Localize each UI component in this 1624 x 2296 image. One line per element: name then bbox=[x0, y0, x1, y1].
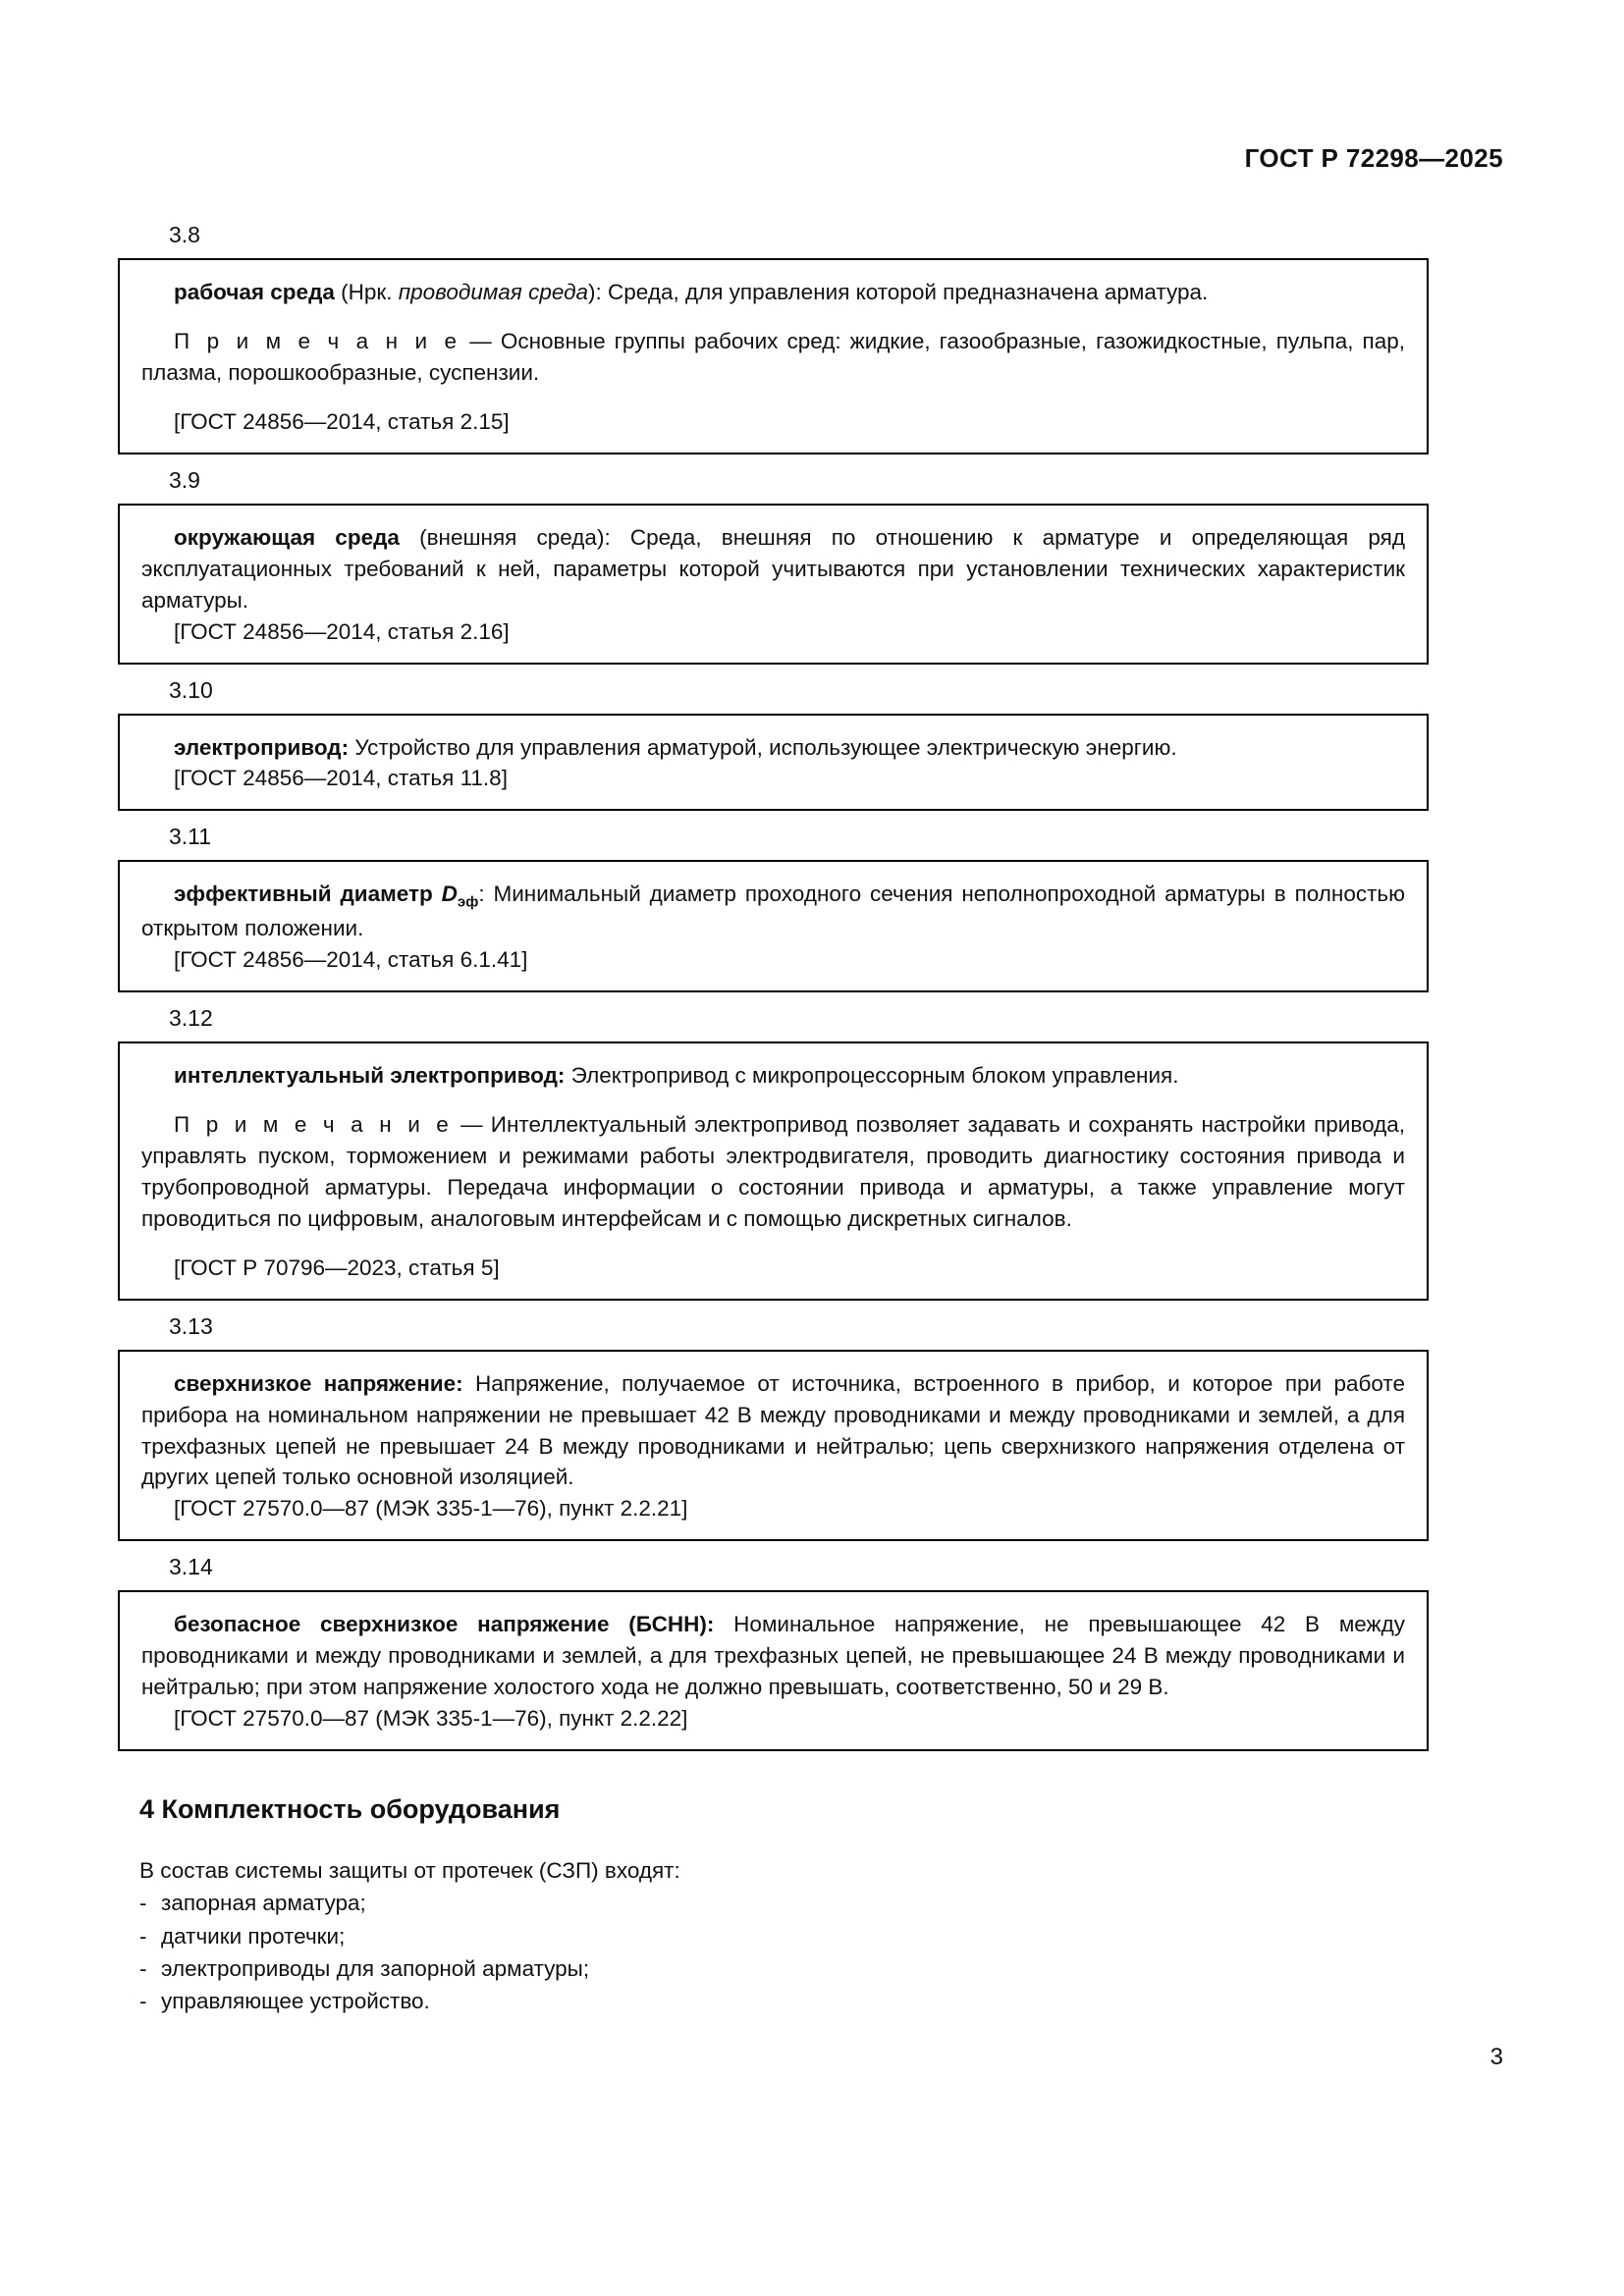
term-name-3-14: безопасное сверхнизкое напряжение (БСНН): bbox=[174, 1612, 715, 1637]
term-note-3-8 bbox=[141, 326, 1405, 389]
term-alt-prefix-3-8: (Нрк. bbox=[334, 280, 399, 304]
term-reference-3-12: [ГОСТ Р 70796—2023, статья 5] bbox=[174, 1255, 500, 1280]
list-item bbox=[139, 1952, 1429, 1985]
list-item bbox=[139, 1985, 1429, 2017]
term-box-3-11 bbox=[118, 860, 1429, 992]
term-definition-3-11 bbox=[141, 879, 1405, 944]
note-text-3-12: — Интеллектуальный электропривод позволяет задавать и сохранять настройки привода, управлять пуском, торможением и режимами работы электродвигателя, проводить диагностику состояния привода и трубопроводной арматуры. Передача информации о состоянии привода и арматуры, а также управление могут проводиться по цифровым, аналоговым интерфейсам и с помощью дискретных сигналов. bbox=[141, 1111, 1405, 1231]
term-name-3-12: интеллектуальный электропривод: bbox=[174, 1063, 566, 1089]
term-box-3-9 bbox=[118, 504, 1429, 665]
term-definition-3-10 bbox=[141, 732, 1405, 764]
term-definition-3-12 bbox=[141, 1060, 1405, 1092]
term-reference-3-10: [ГОСТ 24856—2014, статья 11.8] bbox=[174, 766, 508, 791]
term-symbol-3-11: D bbox=[441, 881, 458, 907]
term-body-3-11: : Минимальный диаметр проходного сечения неполнопроходной арматуры в полностью открытом положении. bbox=[141, 881, 1405, 941]
term-reference-3-9: [ГОСТ 24856—2014, статья 2.16] bbox=[174, 618, 510, 644]
document-content bbox=[118, 224, 1429, 2018]
term-body-3-13: Напряжение, получаемое от источника, встроенного в прибор, и которое при работе прибора на номинальном напряжении не превышает 42 В между проводниками и между проводниками и землей, а для трехфазных цепей не превышает 24 В между проводниками и нейтралью; цепь сверхнизкого напряжения отделена от других цепей только основной изоляцией. bbox=[141, 1370, 1405, 1490]
term-name-3-10: электропривод: bbox=[174, 734, 350, 760]
term-name-3-8: рабочая среда bbox=[174, 280, 335, 304]
term-note-3-12 bbox=[141, 1109, 1405, 1235]
term-body-3-14: Номинальное напряжение, не превышающее 42 В между проводниками и между проводниками и землей, а для трехфазных цепей, не превышающее 24 В между проводниками и нейтралью; при этом напряжение холостого хода не должно превышать, соответственно, 50 и 29 В. bbox=[141, 1612, 1405, 1700]
list-dash: - bbox=[139, 1923, 147, 1949]
list-dash: - bbox=[139, 1956, 147, 1981]
list-item bbox=[139, 1887, 1429, 1919]
term-name-3-9: окружающая среда bbox=[174, 524, 400, 550]
clause-number-3-12: 3.12 bbox=[169, 1005, 213, 1032]
clause-number-3-10: 3.10 bbox=[169, 676, 213, 703]
list-item-label: датчики протечки; bbox=[161, 1923, 346, 1949]
clause-number-3-13: 3.13 bbox=[169, 1312, 213, 1339]
term-body-3-9: (внешняя среда): Среда, внешняя по отношению к арматуре и определяющая ряд эксплуатационных требований к ней, параметры которой учитываются при установлении технических характеристик арматуры. bbox=[141, 524, 1405, 613]
term-reference-3-8: [ГОСТ 24856—2014, статья 2.15] bbox=[174, 408, 510, 434]
term-symbol-subscript-3-11: эф bbox=[457, 893, 479, 911]
page-number: 3 bbox=[1489, 2044, 1503, 2070]
note-label-3-12: П р и м е ч а н и е bbox=[174, 1111, 454, 1137]
note-label-3-8: П р и м е ч а н и е bbox=[174, 328, 461, 353]
list-dash: - bbox=[139, 1989, 147, 2014]
section-4-body bbox=[118, 1854, 1429, 2017]
term-reference-3-13: [ГОСТ 27570.0—87 (МЭК 335-1—76), пункт 2.2.21] bbox=[174, 1496, 688, 1522]
list-item-label: управляющее устройство. bbox=[161, 1989, 430, 2014]
term-definition-3-14 bbox=[141, 1609, 1405, 1703]
term-alt-name-3-8: проводимая среда bbox=[398, 280, 589, 304]
term-body-3-10: Устройство для управления арматурой, использующее электрическую энергию. bbox=[349, 734, 1177, 760]
standard-title: ГОСТ Р 72298—2025 bbox=[1244, 143, 1503, 173]
term-reference-3-11: [ГОСТ 24856—2014, статья 6.1.41] bbox=[174, 947, 528, 973]
page-footer bbox=[0, 2044, 1503, 2071]
term-box-3-14 bbox=[118, 1590, 1429, 1751]
clause-number-3-14: 3.14 bbox=[169, 1554, 213, 1580]
list-dash: - bbox=[139, 1891, 147, 1916]
list-item-label: электроприводы для запорной арматуры; bbox=[161, 1956, 590, 1981]
section-4-intro: В состав системы защиты от протечек (СЗП) входят: bbox=[139, 1858, 680, 1884]
note-text-3-8: — Основные группы рабочих сред: жидкие, газообразные, газожидкостные, пульпа, пар, плазма, порошкообразные, суспензии. bbox=[141, 328, 1405, 385]
list-item bbox=[139, 1920, 1429, 1952]
term-body-3-12: Электропривод с микропроцессорным блоком управления. bbox=[565, 1063, 1179, 1089]
term-box-3-12 bbox=[118, 1041, 1429, 1301]
term-name-3-11: эффективный диаметр bbox=[174, 881, 442, 907]
term-body-3-8: ): Среда, для управления которой предназначена арматура. bbox=[588, 280, 1209, 304]
section-heading-4: 4 Комплектность оборудования bbox=[139, 1794, 561, 1825]
term-box-3-8 bbox=[118, 258, 1429, 454]
term-reference-3-14: [ГОСТ 27570.0—87 (МЭК 335-1—76), пункт 2.2.22] bbox=[174, 1706, 688, 1732]
page-header bbox=[0, 143, 1503, 174]
term-box-3-10 bbox=[118, 714, 1429, 812]
term-definition-3-13 bbox=[141, 1368, 1405, 1494]
list-item-label: запорная арматура; bbox=[161, 1891, 366, 1916]
term-definition-3-9 bbox=[141, 522, 1405, 616]
term-definition-3-8 bbox=[141, 277, 1405, 308]
clause-number-3-11: 3.11 bbox=[169, 824, 212, 850]
term-name-3-13: сверхнизкое напряжение: bbox=[174, 1370, 463, 1396]
term-box-3-13 bbox=[118, 1350, 1429, 1542]
clause-number-3-8: 3.8 bbox=[169, 222, 200, 247]
clause-number-3-9: 3.9 bbox=[169, 466, 200, 493]
